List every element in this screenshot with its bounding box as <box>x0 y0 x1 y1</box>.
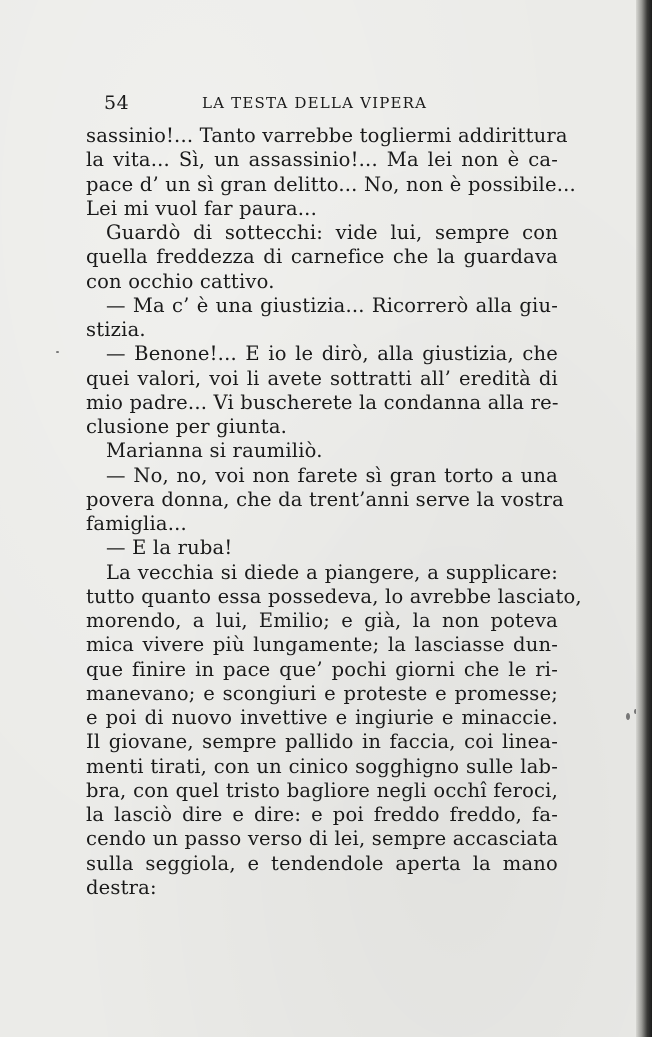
text-line: La vecchia si diede a piangere, a supplicare: <box>106 560 558 584</box>
ink-speck <box>56 351 59 353</box>
text-line: destra: <box>86 875 157 899</box>
text-line: stizia. <box>86 318 146 341</box>
text-line: con occhio cattivo. <box>86 269 275 293</box>
text-line: povera donna, che da trent’anni serve la vostra <box>86 487 564 511</box>
text-line: Marianna si raumiliò. <box>106 439 323 463</box>
text-line: sassinio!... Tanto varrebbe togliermi addirittura <box>86 124 568 147</box>
text-line: clusione per giunta. <box>86 415 288 438</box>
page-gutter-shadow <box>636 0 652 1037</box>
text-line: mica vivere più lungamente; la lasciasse dun- <box>86 633 558 657</box>
page-number: 54 <box>104 92 130 114</box>
text-line: Guardò di sottecchi: vide lui, sempre con <box>106 221 558 244</box>
body-text <box>86 124 582 900</box>
ink-speck <box>626 713 630 720</box>
text-line: Lei mi vuol far paura... <box>86 196 317 220</box>
text-line: quella freddezza di carnefice che la guardava <box>86 245 558 269</box>
text-line: — E la ruba! <box>106 536 233 560</box>
text-line: cendo un passo verso di lei, sempre accasciata <box>86 827 559 851</box>
text-line: morendo, a lui, Emilio; e già, la non poteva <box>86 609 558 632</box>
text-line: famiglia... <box>86 512 187 535</box>
text-line: tutto quanto essa possedeva, lo avrebbe lasciato, <box>86 584 582 608</box>
text-line: bra, con quel tristo bagliore negli occhî feroci, <box>86 778 558 802</box>
text-line: e poi di nuovo invettive e ingiurie e minaccie. <box>86 706 558 729</box>
text-line: la lasciò dire e dire: e poi freddo freddo, fa- <box>86 803 558 826</box>
running-title: LA TESTA DELLA VIPERA <box>202 94 428 112</box>
text-line: — Ma c’ è una giustizia... Ricorrerò alla giu- <box>106 293 558 317</box>
text-line: Il giovane, sempre pallido in faccia, coi linea- <box>86 730 558 754</box>
text-line: — No, no, voi non farete sì gran torto a una <box>106 463 558 487</box>
text-line: sulla seggiola, e tendendole aperta la mano <box>86 851 558 875</box>
text-line: la vita... Sì, un assassinio!... Ma lei non è ca- <box>86 148 558 172</box>
page-header <box>104 92 564 116</box>
text-line: mio padre... Vi buscherete la condanna alla re- <box>86 390 559 414</box>
text-line: pace d’ un sì gran delitto... No, non è possibile... <box>86 172 576 196</box>
text-line: que finire in pace que’ pochi giorni che le ri- <box>86 657 558 681</box>
text-line: manevano; e scongiuri e proteste e promesse; <box>86 681 558 705</box>
text-line: quei valori, voi li avete sottratti all’ eredità di <box>86 366 558 390</box>
text-line: — Benone!... E io le dirò, alla giustizia, che <box>106 342 558 366</box>
text-line: menti tirati, con un cinico sogghigno sulle lab- <box>86 754 558 778</box>
